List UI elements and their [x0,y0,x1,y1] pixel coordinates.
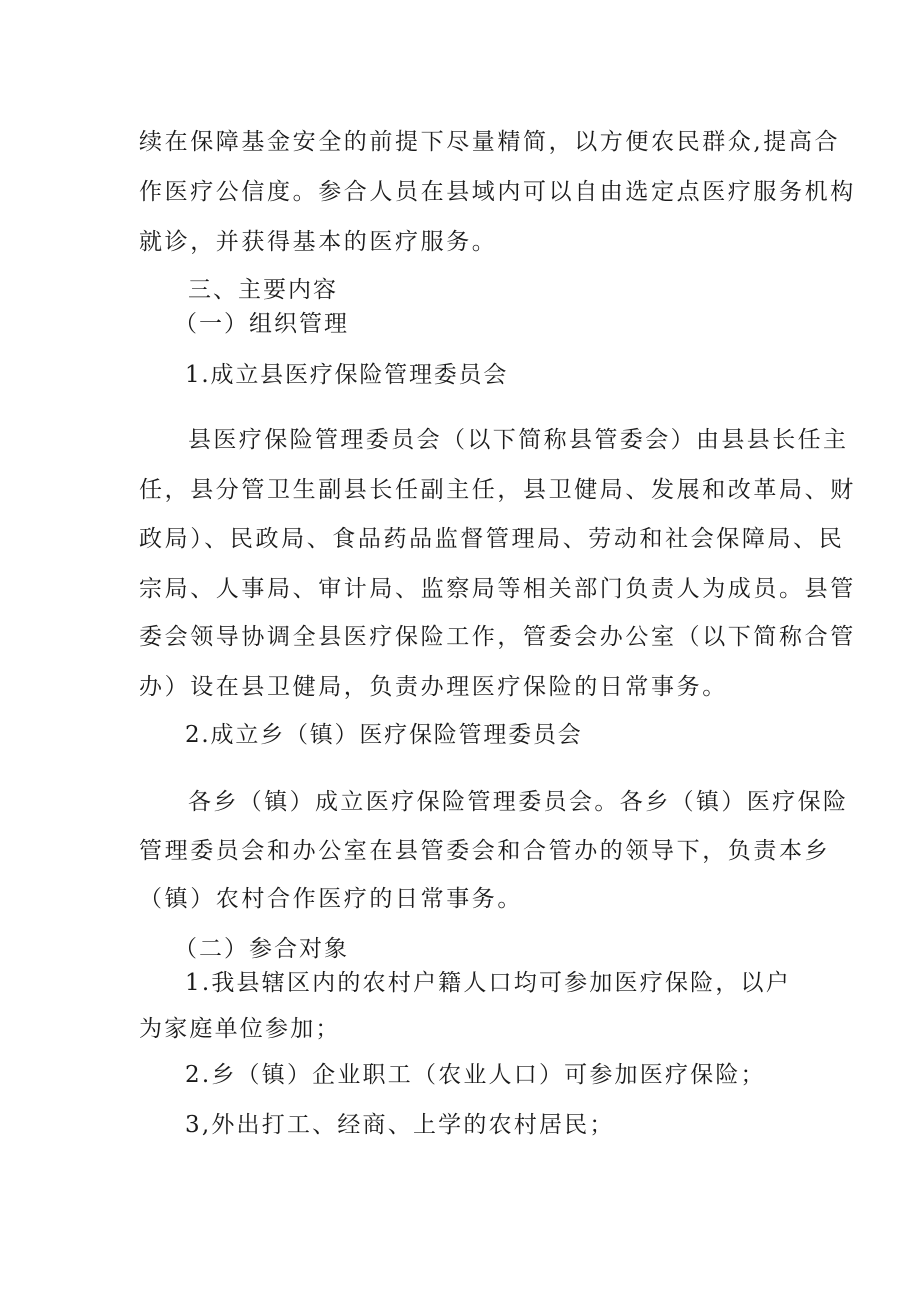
item-1-line-5: 委会领导协调全县医疗保险工作，管委会办公室（以下简称合管 [139,624,856,650]
item-1-line-3: 政局）、民政局、食品药品监督管理局、劳动和社会保障局、民 [139,526,845,552]
item-1-heading: 1.成立县医疗保险管理委员会 [185,362,509,388]
item-2-line-1: 各乡（镇）成立医疗保险管理委员会。各乡（镇）医疗保险 [188,789,849,815]
intro-line-2: 作医疗公信度。参合人员在县域内可以自由选定点医疗服务机构 [139,179,856,205]
subsection-two-heading: （二）参合对象 [174,936,349,962]
list-item-1-line-1: 1.我县辖区内的农村户籍人口均可参加医疗保险，以户 [185,970,791,996]
list-item-2: 2.乡（镇）企业职工（农业人口）可参加医疗保险； [185,1062,766,1088]
item-1-line-6: 办）设在县卫健局，负责办理医疗保险的日常事务。 [139,674,728,700]
list-item-1-line-2: 为家庭单位参加； [139,1016,341,1042]
item-1-line-4: 宗局、人事局、审计局、监察局等相关部门负责人为成员。县管 [139,576,856,602]
item-2-line-3: （镇）农村合作医疗的日常事务。 [139,886,523,912]
item-2-heading: 2.成立乡（镇）医疗保险管理委员会 [185,722,583,748]
item-1-line-2: 任，县分管卫生副县长任副主任，县卫健局、发展和改革局、财 [139,477,856,503]
subsection-one-heading: （一）组织管理 [174,311,349,337]
list-item-3: 3,外出打工、经商、上学的农村居民； [185,1112,615,1138]
intro-line-1: 续在保障基金安全的前提下尽量精简，以方便农民群众,提高合 [139,129,841,155]
section-three-heading: 三、主要内容 [188,277,338,303]
item-2-line-2: 管理委员会和办公室在县管委会和合管办的领导下，负责本乡 [139,838,831,864]
item-1-line-1: 县医疗保险管理委员会（以下简称县管委会）由县县长任主 [188,427,849,453]
intro-line-3: 就诊，并获得基本的医疗服务。 [139,229,498,255]
